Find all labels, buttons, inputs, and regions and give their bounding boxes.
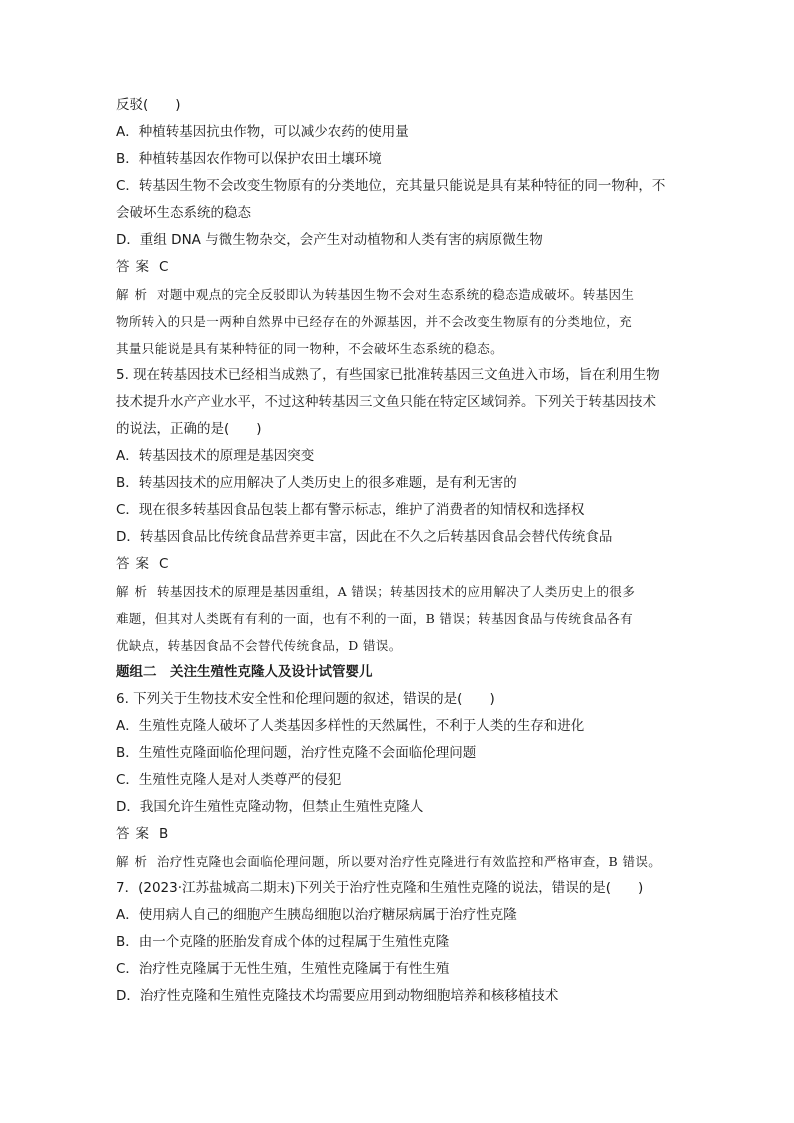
question-4-analysis-line-2: 物所转入的只是一两种自然界中已经存在的外源基因，并不会改变生物原有的分类地位，充 xyxy=(116,314,633,329)
question-6-option-a: A．生殖性克隆人破坏了人类基因多样性的天然属性，不利于人类的生存和进化 xyxy=(116,718,585,734)
answer-value: C xyxy=(159,556,169,572)
answer-label: 答案 xyxy=(116,259,155,275)
question-7-option-b: B．由一个克隆的胚胎发育成个体的过程属于生殖性克隆 xyxy=(116,934,450,950)
question-5-analysis-line-1: 解析 转基因技术的原理是基因重组，A 错误；转基因技术的应用解决了人类历史上的很多 xyxy=(116,584,636,599)
analysis-label: 解析 xyxy=(116,287,154,302)
document-page xyxy=(116,92,686,1010)
question-4-option-c: C．转基因生物不会改变生物原有的分类地位，充其量只能说是具有某种特征的同一物种，不 xyxy=(116,178,666,194)
question-6-option-c: C．生殖性克隆人是对人类尊严的侵犯 xyxy=(116,772,342,788)
question-6-analysis-line-1: 解析 治疗性克隆也会面临伦理问题，所以要对治疗性克隆进行有效监控和严格审查，B 错误。 xyxy=(116,854,662,869)
question-5-option-c: C．现在很多转基因食品包装上都有警示标志，维护了消费者的知情权和选择权 xyxy=(116,502,585,518)
answer-value: C xyxy=(159,259,169,275)
question-5-stem-line-2: 技术提升水产产业水平，不过这种转基因三文鱼只能在特定区域饲养。下列关于转基因技术 xyxy=(116,394,656,410)
question-5-option-d: D．转基因食品比传统食品营养更丰富，因此在不久之后转基因食品会替代传统食品 xyxy=(116,529,613,545)
question-7 xyxy=(116,875,686,1010)
question-5-stem-line-1: 5. 现在转基因技术已经相当成熟了，有些国家已批准转基因三文鱼进入市场，旨在利用生物 xyxy=(116,367,660,383)
question-4-option-c-cont: 会破坏生态系统的稳态 xyxy=(116,205,251,221)
question-5-stem-line-3: 的说法，正确的是( ) xyxy=(116,421,262,437)
question-4-analysis-line-1: 解析 对题中观点的完全反驳即认为转基因生物不会对生态系统的稳态造成破坏。转基因生 xyxy=(116,287,635,302)
question-6-answer xyxy=(116,821,686,848)
question-5 xyxy=(116,362,686,659)
question-5-analysis-line-2: 难题，但其对人类既有有利的一面，也有不利的一面，B 错误；转基因食品与传统食品各有 xyxy=(116,611,634,626)
question-4 xyxy=(116,92,686,362)
section-heading: 题组二 关注生殖性克隆人及设计试管婴儿 xyxy=(116,664,373,680)
question-6-option-b: B．生殖性克隆面临伦理问题，治疗性克隆不会面临伦理问题 xyxy=(116,745,477,761)
question-5-option-b: B．转基因技术的应用解决了人类历史上的很多难题，是有利无害的 xyxy=(116,475,517,491)
analysis-label: 解析 xyxy=(116,854,154,869)
question-4-option-a: A．种植转基因抗虫作物，可以减少农药的使用量 xyxy=(116,124,409,140)
question-6-stem: 6. 下列关于生物技术安全性和伦理问题的叙述，错误的是( ) xyxy=(116,691,495,707)
question-6 xyxy=(116,686,686,875)
answer-value: B xyxy=(159,826,169,842)
analysis-label: 解析 xyxy=(116,584,154,599)
question-4-answer xyxy=(116,254,686,281)
question-4-option-b: B．种植转基因农作物可以保护农田土壤环境 xyxy=(116,151,382,167)
question-7-option-c: C．治疗性克隆属于无性生殖，生殖性克隆属于有性生殖 xyxy=(116,961,450,977)
question-5-answer xyxy=(116,551,686,578)
question-6-option-d: D．我国允许生殖性克隆动物，但禁止生殖性克隆人 xyxy=(116,799,424,815)
question-5-analysis-line-3: 优缺点，转基因食品不会替代传统食品，D 错误。 xyxy=(116,638,402,653)
answer-label: 答案 xyxy=(116,826,155,842)
question-5-option-a: A．转基因技术的原理是基因突变 xyxy=(116,448,315,464)
question-7-option-a: A．使用病人自己的细胞产生胰岛细胞以治疗糖尿病属于治疗性克隆 xyxy=(116,907,517,923)
answer-label: 答案 xyxy=(116,556,155,572)
question-7-option-d: D．治疗性克隆和生殖性克隆技术均需要应用到动物细胞培养和核移植技术 xyxy=(116,988,559,1004)
question-4-analysis-line-3: 其量只能说是具有某种特征的同一物种，不会破坏生态系统的稳态。 xyxy=(116,341,504,356)
question-4-option-d: D．重组 DNA 与微生物杂交，会产生对动植物和人类有害的病原微生物 xyxy=(116,232,543,248)
question-7-stem: 7．(2023·江苏盐城高二期末)下列关于治疗性克隆和生殖性克隆的说法，错误的是( ) xyxy=(116,880,644,896)
question-4-stem-tail: 反驳( ) xyxy=(116,97,181,113)
